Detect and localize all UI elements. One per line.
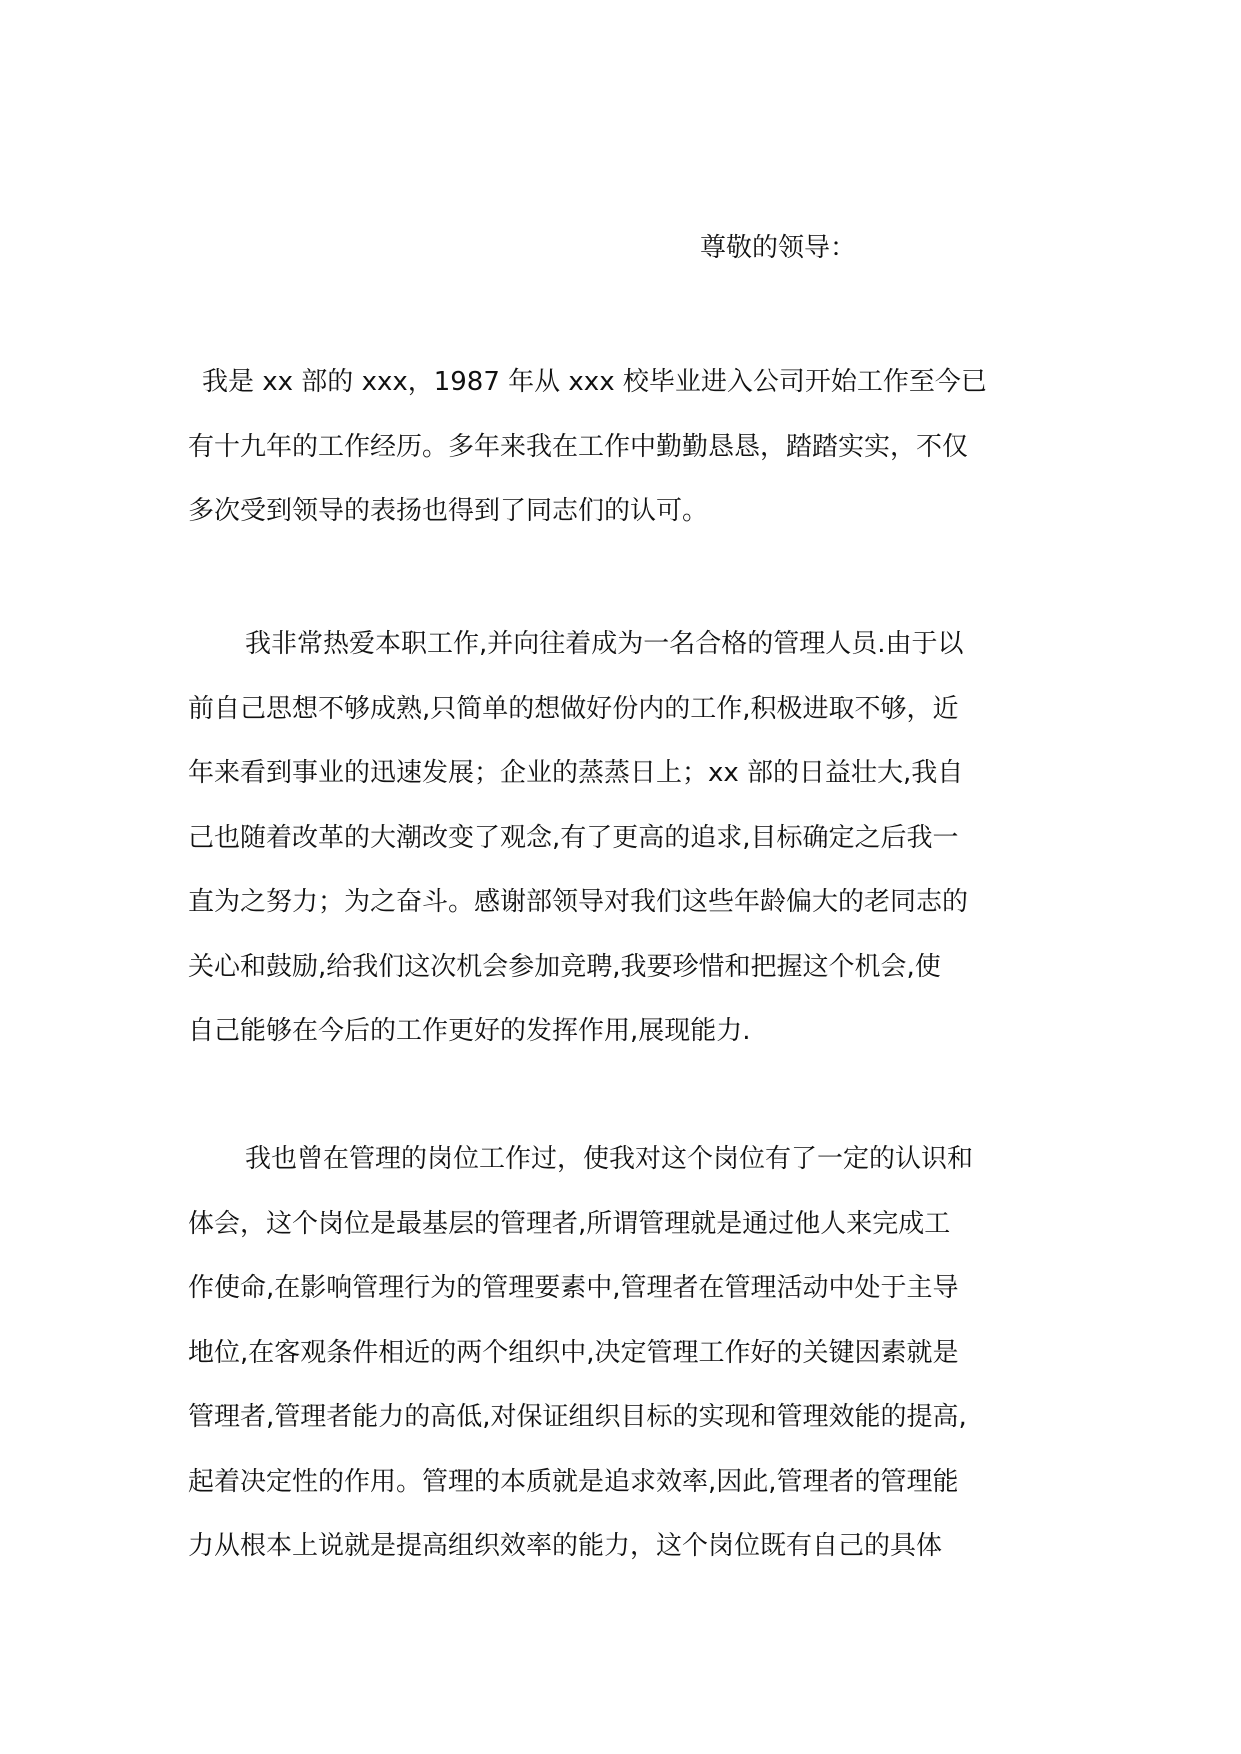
paragraph-line: 关心和鼓励,给我们这次机会参加竞聘,我要珍惜和把握这个机会,使	[188, 951, 941, 982]
paragraph-3	[188, 1127, 1068, 1579]
paragraph-line: 体会，这个岗位是最基层的管理者,所谓管理就是通过他人来完成工	[188, 1208, 951, 1239]
paragraph-line: 年来看到事业的迅速发展；企业的蒸蒸日上；xx 部的日益壮大,我自	[188, 758, 964, 788]
paragraph-line: 多次受到领导的表扬也得到了同志们的认可。	[188, 496, 709, 526]
paragraph-line: 我也曾在管理的岗位工作过，使我对这个岗位有了一定的认识和	[245, 1144, 974, 1174]
paragraph-1	[188, 350, 1068, 544]
paragraph-line: 前自己思想不够成熟,只简单的想做好份内的工作,积极进取不够，近	[188, 693, 959, 724]
paragraph-line: 作使命,在影响管理行为的管理要素中,管理者在管理活动中处于主导	[188, 1273, 959, 1303]
paragraph-line: 管理者,管理者能力的高低,对保证组织目标的实现和管理效能的提高,	[188, 1402, 967, 1432]
paragraph-2	[188, 612, 1068, 1064]
paragraph-line: 力从根本上说就是提高组织效率的能力，这个岗位既有自己的具体	[188, 1531, 943, 1561]
paragraph-line: 己也随着改革的大潮改变了观念,有了更高的追求,目标确定之后我一	[188, 822, 959, 853]
paragraph-line: 起着决定性的作用。管理的本质就是追求效率,因此,管理者的管理能	[188, 1466, 959, 1497]
paragraph-line: 直为之努力；为之奋斗。感谢部领导对我们这些年龄偏大的老同志的	[188, 887, 969, 917]
paragraph-line: 自己能够在今后的工作更好的发挥作用,展现能力.	[188, 1016, 751, 1046]
paragraph-line: 有十九年的工作经历。多年来我在工作中勤勤恳恳，踏踏实实，不仅	[188, 431, 969, 462]
paragraph-line: 我是 xx 部的 xxx，1987 年从 xxx 校毕业进入公司开始工作至今已	[202, 367, 987, 397]
salutation: 尊敬的领导：	[700, 233, 857, 263]
paragraph-line: 地位,在客观条件相近的两个组织中,决定管理工作好的关键因素就是	[188, 1337, 959, 1368]
paragraph-line: 我非常热爱本职工作,并向往着成为一名合格的管理人员.由于以	[245, 629, 964, 659]
